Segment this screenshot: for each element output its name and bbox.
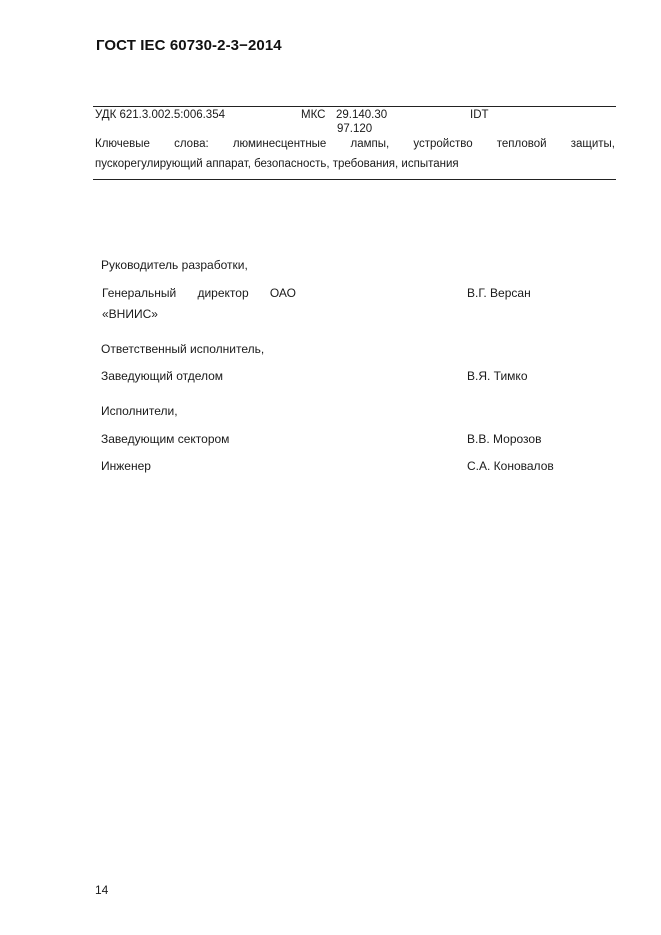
responsible-label: Ответственный исполнитель, [101, 342, 265, 356]
idt-marker: IDT [470, 109, 489, 121]
keywords-line-2: пускорегулирующий аппарат, безопасность, требования, испытания [95, 158, 459, 170]
udk-code: УДК 621.3.002.5:006.354 [95, 109, 225, 121]
bottom-divider [93, 179, 616, 180]
mks-code-primary: 29.140.30 [336, 109, 388, 121]
head-position-line-2: «ВНИИС» [102, 307, 158, 321]
head-position-line-1: Генеральный директор ОАО [102, 286, 296, 300]
keywords-line-1: Ключевые слова: люминесцентные лампы, устройство тепловой защиты, [95, 138, 615, 150]
head-label: Руководитель разработки, [101, 258, 248, 272]
page-number: 14 [95, 883, 109, 897]
mks-label: МКС [301, 109, 326, 121]
executor-1-name: В.В. Морозов [467, 432, 542, 446]
top-divider [93, 106, 616, 107]
responsible-position: Заведующий отделом [101, 369, 224, 383]
executor-2-position: Инженер [101, 459, 151, 473]
mks-code-secondary: 97.120 [337, 123, 373, 135]
document-title: ГОСТ IEC 60730-2-3−2014 [96, 37, 282, 54]
head-name: В.Г. Версан [467, 286, 531, 300]
executor-2-name: С.А. Коновалов [467, 459, 554, 473]
executors-label: Исполнители, [101, 404, 178, 418]
responsible-name: В.Я. Тимко [467, 369, 528, 383]
executor-1-position: Заведующим сектором [101, 432, 230, 446]
